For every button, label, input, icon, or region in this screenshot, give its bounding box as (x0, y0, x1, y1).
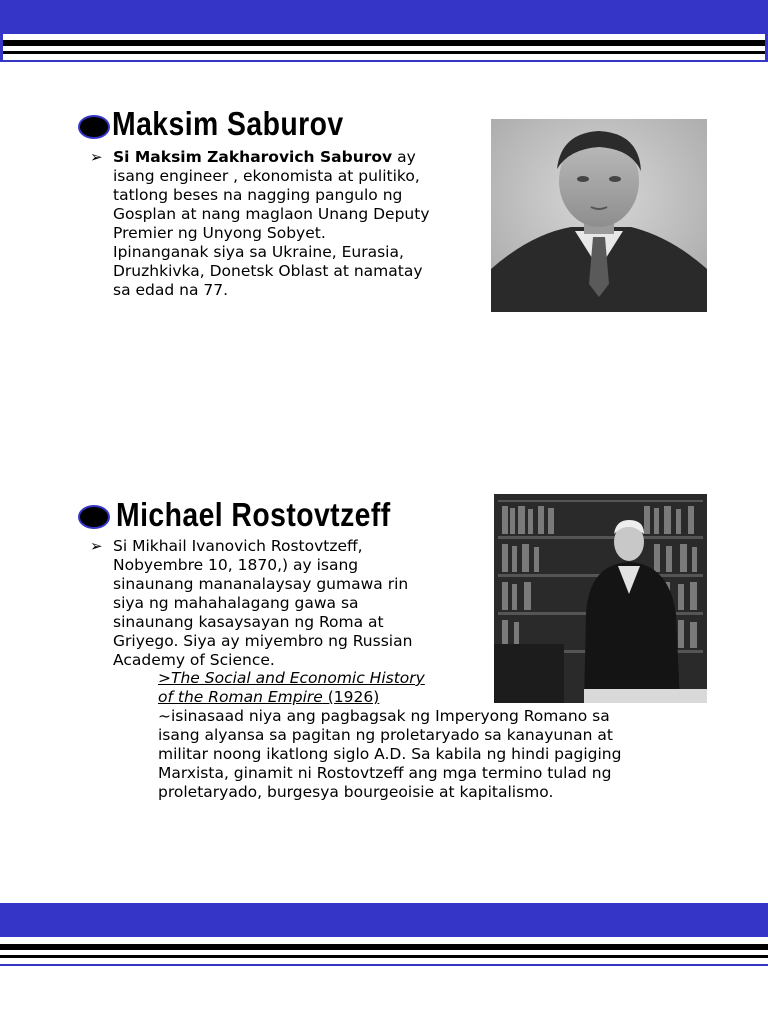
footer-black-stripe-2 (0, 955, 768, 958)
saburov-bio-text: ay isang engineer , ekonomista at pulitiko, tatlong beses na nagging pangulo ng Gosplan at nang maglaon Unang Deputy Premier ng Unyong Sobyet. Ipinanganak siya sa Ukraine, Eurasia, Druzhkivka, Donetsk Oblast at namatay sa edad na 77. (113, 148, 430, 299)
footer-blue-band (0, 903, 768, 937)
saburov-full-name: Si Maksim Zakharovich Saburov (113, 148, 393, 166)
book-year: (1926) (322, 688, 380, 706)
portrait-photo-saburov (491, 119, 707, 312)
book-prefix: > (158, 669, 171, 687)
footer-blue-line (0, 964, 768, 966)
saburov-bio (113, 148, 493, 300)
book-title-line2: of the Roman Empire (158, 688, 323, 706)
bullet-circle-icon (78, 505, 110, 529)
section-title-rostovtzeff: Michael Rostovtzeff (116, 496, 391, 533)
header-blue-band (0, 0, 768, 34)
header-left-edge (0, 34, 3, 62)
bullet-circle-icon (78, 115, 110, 139)
arrow-bullet-icon: ➢ (90, 148, 103, 166)
book-summary: ~isinasaad niya ang pagbagsak ng Imperyong Romano sa isang alyansa sa pagitan ng proletaryado sa kanayunan at militar noong ikatlong siglo A.D. Sa kabila ng hindi pagiging Marxista, ginamit ni Rostovtzeff ang mga termino tulad ng proletaryado, burgesya bourgeoisie at kapitalismo. (158, 707, 622, 801)
footer-black-stripe-1 (0, 944, 768, 950)
photo-rostovtzeff-library (494, 494, 707, 703)
header-black-stripe-2 (0, 51, 768, 54)
header-blue-line (0, 60, 768, 62)
book-title-line1: The Social and Economic History (171, 669, 425, 687)
rostovtzeff-bio: Si Mikhail Ivanovich Rostovtzeff, Nobyembre 10, 1870,) ay isang sinaunang mananalaysay gumawa rin siya ng mahahalagang gawa sa sinaunang kasaysayan ng Roma at Griyego. Siya ay miyembro ng Russian Academy of Science. (113, 537, 413, 669)
book-reference (158, 669, 478, 707)
header-black-stripe-1 (0, 40, 768, 46)
section-title-saburov: Maksim Saburov (112, 105, 344, 142)
arrow-bullet-icon: ➢ (90, 537, 103, 555)
